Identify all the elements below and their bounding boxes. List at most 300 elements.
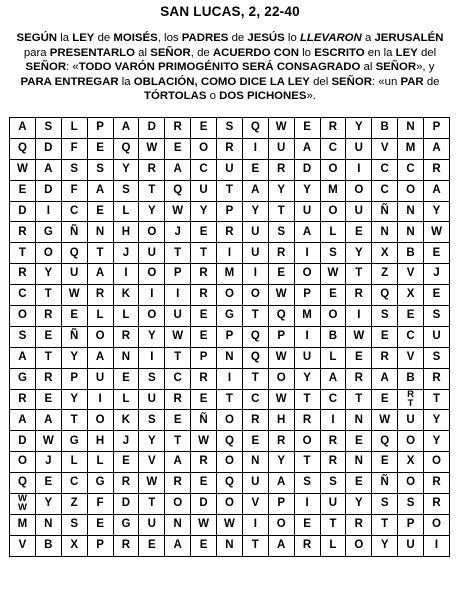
grid-cell: T <box>268 201 294 222</box>
grid-cell: P <box>87 118 113 139</box>
grid-cell: U <box>191 180 217 201</box>
verse-segment: la <box>118 75 134 88</box>
grid-row <box>10 201 450 222</box>
grid-cell: U <box>242 243 268 264</box>
grid-cell: R <box>320 431 346 452</box>
grid-row <box>10 138 450 159</box>
grid-cell: I <box>294 243 320 264</box>
grid-row <box>10 347 450 368</box>
grid-cell: D <box>113 494 139 515</box>
grid-cell: I <box>320 410 346 431</box>
grid-cell: T <box>87 243 113 264</box>
verse-segment: : « <box>66 61 79 74</box>
grid-cell: R <box>165 389 191 410</box>
grid-cell: R <box>320 452 346 473</box>
grid-cell: Q <box>217 431 243 452</box>
grid-cell: N <box>398 222 424 243</box>
grid-cell: Q <box>10 473 36 494</box>
grid-cell: E <box>294 514 320 535</box>
grid-cell: U <box>398 535 424 556</box>
grid-cell: Y <box>346 494 372 515</box>
grid-cell: Y <box>139 201 165 222</box>
grid-cell: R <box>424 368 450 389</box>
verse-segment: JESÚS <box>247 32 285 44</box>
grid-cell: R <box>191 368 217 389</box>
grid-cell: X <box>398 452 424 473</box>
grid-cell: A <box>87 180 113 201</box>
grid-cell: Y <box>139 431 165 452</box>
grid-cell: O <box>165 494 191 515</box>
grid-cell: X <box>398 285 424 306</box>
grid-cell: E <box>35 473 61 494</box>
grid-cell: U <box>398 410 424 431</box>
grid-cell: R <box>113 535 139 556</box>
grid-cell: V <box>242 494 268 515</box>
grid-cell: R <box>113 473 139 494</box>
grid-cell: I <box>35 201 61 222</box>
grid-cell: Y <box>424 410 450 431</box>
grid-cell: W <box>35 431 61 452</box>
grid-cell: O <box>10 306 36 327</box>
grid-cell: A <box>35 159 61 180</box>
grid-cell: S <box>398 494 424 515</box>
grid-row <box>10 431 450 452</box>
verse-segment: de <box>228 32 248 44</box>
grid-cell: A <box>10 410 36 431</box>
grid-cell: P <box>87 535 113 556</box>
grid-cell: R <box>320 118 346 139</box>
grid-cell: I <box>113 264 139 285</box>
grid-cell: E <box>191 118 217 139</box>
grid-cell: R <box>346 285 372 306</box>
grid-cell: R <box>424 473 450 494</box>
grid-cell: E <box>113 452 139 473</box>
grid-cell: D <box>10 431 36 452</box>
grid-cell: I <box>139 347 165 368</box>
grid-cell: Ñ <box>372 473 398 494</box>
verse-segment: del <box>309 75 332 88</box>
verse-segment: al <box>360 61 376 74</box>
verse-segment: TÓRTOLAS <box>144 90 207 103</box>
grid-cell: I <box>139 285 165 306</box>
grid-cell: O <box>398 473 424 494</box>
grid-cell: D <box>294 159 320 180</box>
grid-cell: E <box>372 326 398 347</box>
grid-cell: O <box>294 431 320 452</box>
grid-cell: R <box>191 452 217 473</box>
grid-cell: R <box>87 285 113 306</box>
grid-cell: E <box>320 285 346 306</box>
grid-cell: Q <box>61 243 87 264</box>
grid-cell: E <box>242 159 268 180</box>
grid-cell: U <box>139 389 165 410</box>
grid-cell: C <box>10 285 36 306</box>
grid-cell: R <box>294 410 320 431</box>
grid-row <box>10 326 450 347</box>
grid-cell: L <box>113 201 139 222</box>
grid-cell: T <box>346 389 372 410</box>
grid-cell: Y <box>61 389 87 410</box>
grid-cell: N <box>35 514 61 535</box>
grid-cell: I <box>242 138 268 159</box>
grid-cell: O <box>294 264 320 285</box>
grid-cell: W <box>372 410 398 431</box>
grid-cell: E <box>346 222 372 243</box>
grid-cell: Y <box>191 201 217 222</box>
verse-segment: », y <box>416 61 435 74</box>
grid-cell: R <box>139 159 165 180</box>
grid-cell: O <box>191 138 217 159</box>
grid-cell: V <box>139 452 165 473</box>
grid-cell: J <box>165 222 191 243</box>
grid-cell: U <box>139 243 165 264</box>
grid-cell: Q <box>242 118 268 139</box>
grid-cell: Y <box>346 118 372 139</box>
grid-cell: T <box>191 243 217 264</box>
grid-cell: E <box>10 180 36 201</box>
verse-segment: TODO VARÓN PRIMOGÉNITO SERÁ CONSAGRADO <box>78 61 361 74</box>
grid-cell: R <box>268 431 294 452</box>
grid-cell: O <box>398 431 424 452</box>
grid-cell: A <box>294 222 320 243</box>
grid-cell: F <box>87 494 113 515</box>
grid-cell: I <box>294 326 320 347</box>
grid-cell: S <box>294 473 320 494</box>
grid-cell: C <box>372 159 398 180</box>
grid-cell: E <box>242 431 268 452</box>
verse-segment: JERUSALÉN <box>374 32 444 44</box>
grid-cell: R <box>268 243 294 264</box>
grid-cell: L <box>61 452 87 473</box>
grid-cell: S <box>320 473 346 494</box>
grid-cell: O <box>10 452 36 473</box>
grid-cell: S <box>372 494 398 515</box>
grid-cell: U <box>217 159 243 180</box>
grid-cell: T <box>424 389 450 410</box>
grid-cell: E <box>35 389 61 410</box>
grid-cell: I <box>346 159 372 180</box>
grid-cell: Q <box>217 473 243 494</box>
grid-cell: J <box>113 243 139 264</box>
grid-cell: E <box>398 306 424 327</box>
grid-cell: C <box>191 159 217 180</box>
grid-cell: R <box>191 285 217 306</box>
grid-cell: Y <box>372 535 398 556</box>
grid-cell: S <box>139 368 165 389</box>
grid-cell: R <box>294 535 320 556</box>
grid-cell: D <box>35 138 61 159</box>
grid-cell: A <box>294 138 320 159</box>
grid-cell: Y <box>61 347 87 368</box>
grid-row <box>10 535 450 556</box>
grid-cell: O <box>398 180 424 201</box>
grid-cell: R <box>165 473 191 494</box>
verse-segment: de <box>423 75 440 88</box>
grid-cell: O <box>320 159 346 180</box>
grid-cell: O <box>268 368 294 389</box>
grid-cell: Q <box>242 326 268 347</box>
grid-cell: B <box>320 326 346 347</box>
grid-cell: V <box>372 138 398 159</box>
grid-cell: Y <box>424 201 450 222</box>
grid-cell: E <box>61 306 87 327</box>
grid-cell: O <box>346 535 372 556</box>
grid-cell: R <box>217 222 243 243</box>
grid-cell: W <box>268 389 294 410</box>
grid-cell: R <box>10 264 36 285</box>
grid-cell: A <box>424 180 450 201</box>
verse-segment: DOS PICHONES <box>219 90 307 103</box>
grid-cell: N <box>346 410 372 431</box>
grid-cell: R <box>35 368 61 389</box>
grid-cell: A <box>113 118 139 139</box>
grid-cell: W <box>165 326 191 347</box>
grid-cell: W <box>61 285 87 306</box>
grid-cell: S <box>61 514 87 535</box>
grid-cell: C <box>398 159 424 180</box>
grid-cell: B <box>372 118 398 139</box>
grid-cell: P <box>191 347 217 368</box>
verse-segment: PADRES <box>181 32 229 44</box>
grid-cell: C <box>320 138 346 159</box>
grid-cell: A <box>10 118 36 139</box>
grid-cell: W <box>320 264 346 285</box>
grid-cell: D <box>191 494 217 515</box>
grid-cell: A <box>165 159 191 180</box>
grid-cell: U <box>294 201 320 222</box>
verse-segment: SEÑOR <box>25 61 67 74</box>
grid-cell: A <box>268 535 294 556</box>
grid-cell: L <box>87 452 113 473</box>
grid-cell: E <box>87 138 113 159</box>
grid-row <box>10 514 450 535</box>
grid-row <box>10 264 450 285</box>
verse-segment: PAR <box>400 75 424 88</box>
grid-cell: Y <box>35 494 61 515</box>
grid-cell: A <box>372 368 398 389</box>
grid-cell: S <box>61 159 87 180</box>
grid-cell: L <box>113 306 139 327</box>
grid-cell: T <box>294 389 320 410</box>
grid-cell: E <box>346 431 372 452</box>
grid-cell: Q <box>165 180 191 201</box>
verse-segment: ACUERDO CON <box>212 46 299 59</box>
grid-cell: W <box>268 285 294 306</box>
grid-cell: C <box>372 180 398 201</box>
grid-cell: W <box>346 326 372 347</box>
grid-cell: U <box>346 138 372 159</box>
grid-cell: Q <box>10 138 36 159</box>
grid-cell: P <box>424 118 450 139</box>
verse-segment: SEÑOR <box>331 75 372 88</box>
grid-cell: T <box>10 243 36 264</box>
grid-row <box>10 243 450 264</box>
grid-cell: H <box>113 222 139 243</box>
grid-cell: N <box>217 535 243 556</box>
grid-cell: Y <box>294 180 320 201</box>
grid-row <box>10 180 450 201</box>
grid-cell: V <box>10 535 36 556</box>
grid-cell: P <box>268 494 294 515</box>
grid-cell: Ñ <box>191 410 217 431</box>
grid-cell: U <box>242 473 268 494</box>
grid-cell: C <box>165 368 191 389</box>
grid-cell: I <box>346 306 372 327</box>
grid-cell: W <box>165 201 191 222</box>
grid-cell: O <box>217 452 243 473</box>
grid-cell: G <box>61 431 87 452</box>
grid-cell: E <box>372 389 398 410</box>
grid-cell: T <box>294 452 320 473</box>
grid-cell: W <box>424 222 450 243</box>
grid-cell: A <box>87 264 113 285</box>
grid-cell: N <box>398 118 424 139</box>
grid-cell: R <box>10 222 36 243</box>
page-title: SAN LUCAS, 2, 22-40 <box>160 4 300 19</box>
verse-segment: ESCRITO <box>314 46 365 59</box>
grid-cell: O <box>424 514 450 535</box>
grid-cell: S <box>372 306 398 327</box>
grid-cell: W <box>139 473 165 494</box>
grid-cell: U <box>139 514 165 535</box>
grid-cell: G <box>113 514 139 535</box>
verse-segment: PARA ENTREGAR <box>20 75 119 88</box>
grid-cell: O <box>139 264 165 285</box>
grid-cell: S <box>10 326 36 347</box>
grid-row <box>10 222 450 243</box>
grid-cell: S <box>139 410 165 431</box>
grid-cell: A <box>35 410 61 431</box>
grid-cell: U <box>165 306 191 327</box>
grid-cell: G <box>217 306 243 327</box>
grid-cell: E <box>191 222 217 243</box>
grid-cell: I <box>217 243 243 264</box>
verse-segment: o <box>206 90 220 103</box>
grid-cell: T <box>320 514 346 535</box>
grid-cell: E <box>87 514 113 535</box>
grid-row <box>10 389 450 410</box>
grid-cell: R <box>346 514 372 535</box>
verse-segment: en la <box>364 46 396 59</box>
grid-cell: P <box>217 201 243 222</box>
grid-cell: M <box>320 180 346 201</box>
grid-cell: A <box>165 452 191 473</box>
grid-cell: T <box>139 494 165 515</box>
grid-cell: N <box>372 222 398 243</box>
grid-cell: L <box>320 222 346 243</box>
grid-cell: I <box>424 535 450 556</box>
grid-cell: O <box>217 494 243 515</box>
verse-segment: lo <box>284 32 300 44</box>
grid-cell: A <box>165 535 191 556</box>
grid-cell: I <box>242 264 268 285</box>
grid-cell: U <box>424 326 450 347</box>
grid-cell: K <box>113 285 139 306</box>
grid-cell: R <box>217 138 243 159</box>
grid-cell: Q <box>113 138 139 159</box>
grid-cell: S <box>424 347 450 368</box>
word-search-grid <box>9 117 450 557</box>
grid-cell: J <box>35 452 61 473</box>
grid-cell: W <box>10 159 36 180</box>
grid-cell: A <box>320 368 346 389</box>
grid-row <box>10 118 450 139</box>
grid-cell: S <box>424 306 450 327</box>
grid-cell: B <box>35 535 61 556</box>
grid-cell: I <box>217 368 243 389</box>
grid-cell: C <box>320 389 346 410</box>
grid-cell: L <box>87 306 113 327</box>
grid-cell: O <box>139 306 165 327</box>
grid-cell: U <box>346 201 372 222</box>
grid-cell: E <box>113 368 139 389</box>
grid-cell: T <box>165 431 191 452</box>
grid-cell: Y <box>113 159 139 180</box>
grid-row <box>10 410 450 431</box>
grid-cell: Ñ <box>61 222 87 243</box>
grid-cell: A <box>87 347 113 368</box>
grid-cell: Z <box>61 494 87 515</box>
verse-segment: la <box>57 32 73 44</box>
grid-cell: N <box>217 347 243 368</box>
grid-cell: T <box>217 389 243 410</box>
grid-cell: U <box>294 347 320 368</box>
verse-segment: SEÑOR <box>150 46 191 59</box>
grid-cell: T <box>346 264 372 285</box>
grid-cell: W <box>217 514 243 535</box>
grid-cell: R <box>424 159 450 180</box>
grid-cell: Y <box>139 326 165 347</box>
grid-cell: E <box>191 389 217 410</box>
grid-row <box>10 159 450 180</box>
grid-cell: C <box>242 389 268 410</box>
grid-cell: E <box>372 452 398 473</box>
grid-cell: X <box>61 535 87 556</box>
grid-cell: Q <box>268 306 294 327</box>
grid-cell: O <box>35 243 61 264</box>
grid-cell: L <box>61 118 87 139</box>
grid-cell: Y <box>268 180 294 201</box>
grid-cell: R <box>10 389 36 410</box>
grid-cell: F <box>61 138 87 159</box>
grid-row <box>10 494 450 515</box>
verse-segment: para <box>23 46 50 59</box>
grid-cell: O <box>87 326 113 347</box>
grid-cell: N <box>346 452 372 473</box>
grid-cell: P <box>398 514 424 535</box>
verse-segment: a <box>361 32 375 44</box>
grid-cell: I <box>242 514 268 535</box>
grid-cell: Q <box>372 431 398 452</box>
grid-cell: W <box>139 138 165 159</box>
grid-cell: C <box>61 201 87 222</box>
grid-cell: E <box>139 535 165 556</box>
grid-cell: V <box>398 264 424 285</box>
grid-cell: J <box>113 431 139 452</box>
grid-cell: B <box>398 368 424 389</box>
grid-cell: G <box>87 473 113 494</box>
grid-cell: Q <box>242 347 268 368</box>
grid-cell: Ñ <box>372 201 398 222</box>
grid-cell: E <box>191 535 217 556</box>
grid-cell: R <box>268 159 294 180</box>
verse-segment: OBLACIÓN, COMO DICE LA LEY <box>133 75 310 88</box>
grid-cell: E <box>165 410 191 431</box>
grid-cell: M <box>10 514 36 535</box>
grid-cell: C <box>61 473 87 494</box>
grid-cell: P <box>268 326 294 347</box>
verse-segment: de <box>94 32 114 44</box>
